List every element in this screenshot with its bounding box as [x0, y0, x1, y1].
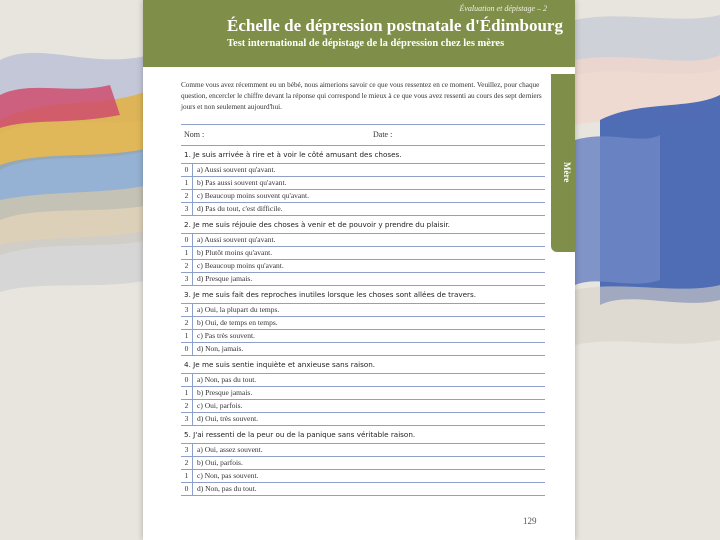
answer-row[interactable]	[181, 374, 545, 387]
answer-text: b) Oui, parfois.	[197, 458, 243, 467]
answer-score[interactable]: 3	[181, 203, 193, 215]
answer-text: c) Oui, parfois.	[197, 401, 243, 410]
answer-score[interactable]: 0	[181, 483, 193, 495]
answer-row[interactable]	[181, 317, 545, 330]
answer-row[interactable]	[181, 343, 545, 356]
answer-score[interactable]: 0	[181, 343, 193, 355]
answer-score[interactable]: 2	[181, 260, 193, 272]
answer-text: a) Oui, la plupart du temps.	[197, 305, 280, 314]
answer-row[interactable]	[181, 304, 545, 317]
answer-row[interactable]	[181, 387, 545, 400]
answer-text: a) Oui, assez souvent.	[197, 445, 263, 454]
page-subtitle: Test international de dépistage de la dépression chez les mères	[227, 38, 505, 49]
answer-score[interactable]: 1	[181, 470, 193, 482]
side-tab	[551, 74, 575, 252]
answer-row[interactable]	[181, 247, 545, 260]
question-row	[181, 356, 545, 374]
answer-text: b) Presque jamais.	[197, 388, 253, 397]
question-text: 3. Je me suis fait des reproches inutiles lorsque les choses sont allées de travers.	[184, 290, 477, 299]
answer-score[interactable]: 0	[181, 374, 193, 386]
answer-score[interactable]: 2	[181, 317, 193, 329]
answer-row[interactable]	[181, 190, 545, 203]
question-row	[181, 286, 545, 304]
page-title: Échelle de dépression postnatale d'Édimbourg	[227, 16, 563, 35]
answer-row[interactable]	[181, 457, 545, 470]
answer-row[interactable]	[181, 330, 545, 343]
page-header	[143, 0, 575, 67]
answer-score[interactable]: 3	[181, 444, 193, 456]
chapter-kicker: Évaluation et dépistage – 2	[459, 4, 547, 13]
answer-row[interactable]	[181, 444, 545, 457]
question-text: 2. Je me suis réjouie des choses à venir et de pouvoir y prendre du plaisir.	[184, 220, 450, 229]
answer-row[interactable]	[181, 273, 545, 286]
answer-score[interactable]: 1	[181, 387, 193, 399]
question-text: 5. J'ai ressenti de la peur ou de la panique sans véritable raison.	[184, 430, 416, 439]
instructions-paragraph: Comme vous avez récemment eu un bébé, nous aimerions savoir ce que vous ressentez en ce moment. Veuillez, pour chaque question, encercler le chiffre devant la réponse qui correspond le mieux à ce que vous avez ressenti au cours des sept derniers jours et non seulement aujourd'hui.	[181, 81, 542, 111]
answer-text: b) Plutôt moins qu'avant.	[197, 248, 273, 257]
answer-score[interactable]: 2	[181, 190, 193, 202]
answer-text: c) Pas très souvent.	[197, 331, 255, 340]
answer-score[interactable]: 2	[181, 457, 193, 469]
answer-row[interactable]	[181, 177, 545, 190]
answer-row[interactable]	[181, 203, 545, 216]
answer-row[interactable]	[181, 400, 545, 413]
answer-text: b) Oui, de temps en temps.	[197, 318, 278, 327]
answer-score[interactable]: 0	[181, 234, 193, 246]
side-tab-label: Mère	[562, 162, 572, 183]
answer-score[interactable]: 2	[181, 400, 193, 412]
answer-text: d) Non, jamais.	[197, 344, 244, 353]
answer-score[interactable]: 3	[181, 413, 193, 425]
answer-score[interactable]: 1	[181, 330, 193, 342]
name-date-row	[181, 125, 545, 146]
question-text: 4. Je me suis sentie inquiète et anxieuse sans raison.	[184, 360, 376, 369]
answer-score[interactable]: 3	[181, 304, 193, 316]
page-number: 129	[523, 516, 537, 526]
answer-text: b) Pas aussi souvent qu'avant.	[197, 178, 287, 187]
answer-text: c) Beaucoup moins souvent qu'avant.	[197, 191, 309, 200]
answer-row[interactable]	[181, 483, 545, 496]
answer-row[interactable]	[181, 234, 545, 247]
answer-text: d) Pas du tout, c'est difficile.	[197, 204, 283, 213]
answer-score[interactable]: 0	[181, 164, 193, 176]
answer-text: c) Non, pas souvent.	[197, 471, 259, 480]
answer-score[interactable]: 1	[181, 247, 193, 259]
name-label: Nom :	[184, 130, 205, 139]
answer-row[interactable]	[181, 470, 545, 483]
answer-text: a) Aussi souvent qu'avant.	[197, 235, 276, 244]
questionnaire-form	[181, 124, 545, 496]
answer-score[interactable]: 3	[181, 273, 193, 285]
answer-row[interactable]	[181, 413, 545, 426]
answer-text: a) Aussi souvent qu'avant.	[197, 165, 276, 174]
question-row	[181, 146, 545, 164]
book-page	[143, 0, 575, 540]
answer-text: d) Non, pas du tout.	[197, 484, 257, 493]
answer-row[interactable]	[181, 164, 545, 177]
question-row	[181, 216, 545, 234]
answer-text: d) Oui, très souvent.	[197, 414, 259, 423]
answer-text: a) Non, pas du tout.	[197, 375, 257, 384]
question-row	[181, 426, 545, 444]
answer-text: d) Presque jamais.	[197, 274, 253, 283]
answer-row[interactable]	[181, 260, 545, 273]
question-text: 1. Je suis arrivée à rire et à voir le côté amusant des choses.	[184, 150, 402, 159]
answer-score[interactable]: 1	[181, 177, 193, 189]
date-label: Date :	[373, 130, 393, 139]
answer-text: c) Beaucoup moins qu'avant.	[197, 261, 284, 270]
